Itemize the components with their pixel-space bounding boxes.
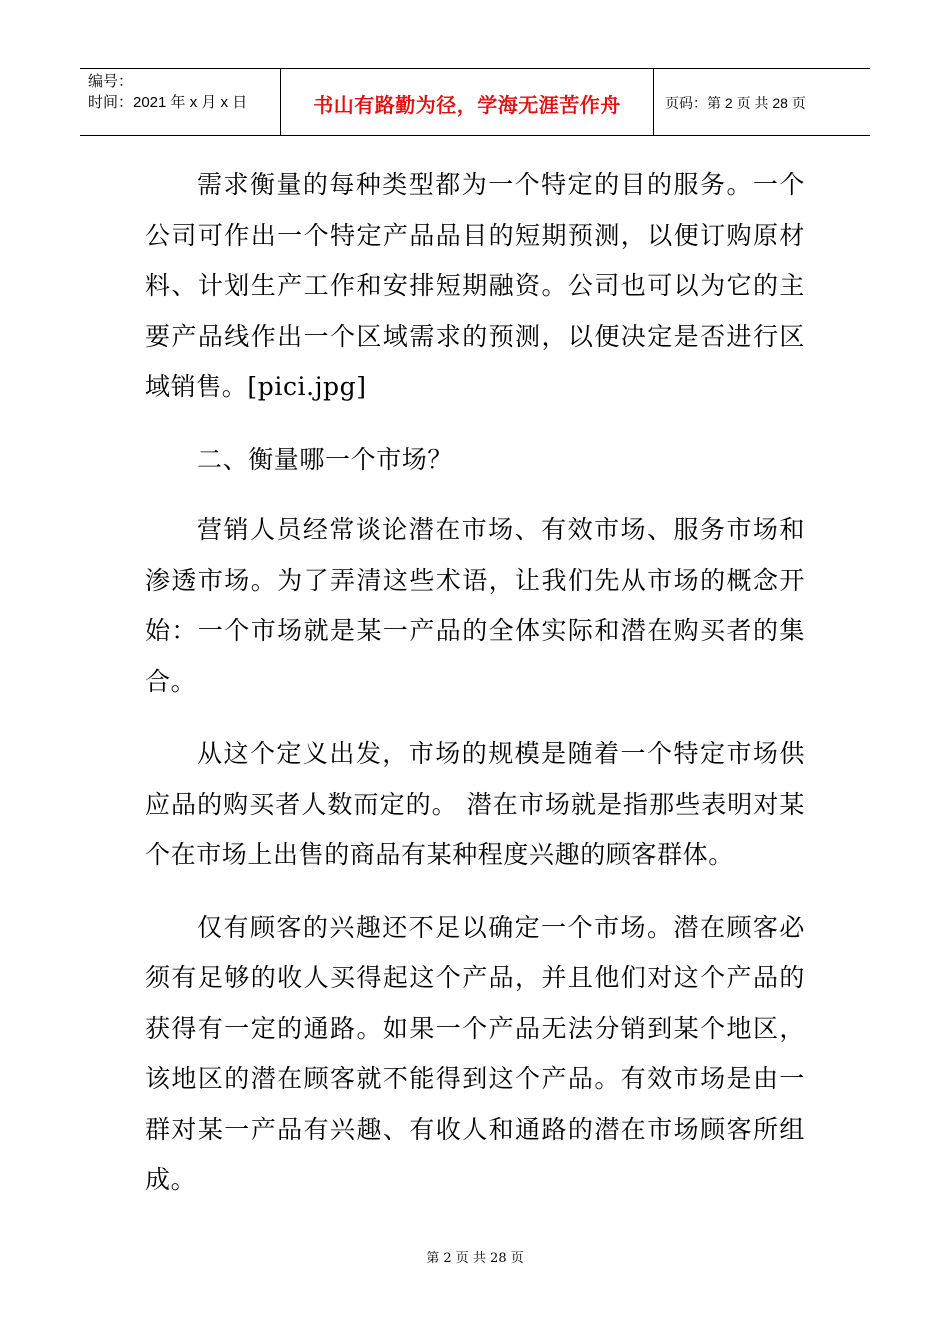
header-page-info: 页码：第 2 页 共 28 页: [665, 95, 806, 111]
header-meta-cell: [80, 69, 281, 135]
document-body: [145, 160, 805, 1228]
paragraph-market-terms: 营销人员经常谈论潜在市场、有效市场、服务市场和渗透市场。为了弄清这些术语，让我们先从市场的概念开始：一个市场就是某一产品的全体实际和潜在购买者的集合。: [145, 515, 805, 696]
section-heading: 二、衡量哪一个市场？: [197, 444, 454, 474]
header-motto: 书山有路勤为径，学海无涯苦作舟: [281, 69, 654, 135]
paragraph-demand-measurement: 需求衡量的每种类型都为一个特定的目的服务。一个公司可作出一个特定产品品目的短期预测，以便订购原材料、计划生产工作和安排短期融资。公司也可以为它的主要产品线作出一个区域需求的预测，以便决定是否进行区域销售。[pici.jpg]: [145, 170, 805, 401]
document-number-label: 编号：: [88, 73, 134, 90]
document-date-label: 时间：2021 年 x 月 x 日: [88, 94, 248, 111]
page-footer: 第 2 页 共 28 页: [426, 1251, 524, 1266]
paragraph-effective-market: 仅有顾客的兴趣还不足以确定一个市场。潜在顾客必须有足够的收人买得起这个产品，并且他们对这个产品的获得有一定的通路。如果一个产品无法分销到某个地区，该地区的潜在顾客就不能得到这个产品。有效市场是由一群对某一产品有兴趣、有收人和通路的潜在市场顾客所组成。: [145, 912, 805, 1194]
document-header: [80, 68, 870, 136]
paragraph-potential-market: 从这个定义出发，市场的规模是随着一个特定市场供应品的购买者人数而定的。 潜在市场就是指那些表明对某个在市场上出售的商品有某种程度兴趣的顾客群体。: [145, 739, 805, 869]
